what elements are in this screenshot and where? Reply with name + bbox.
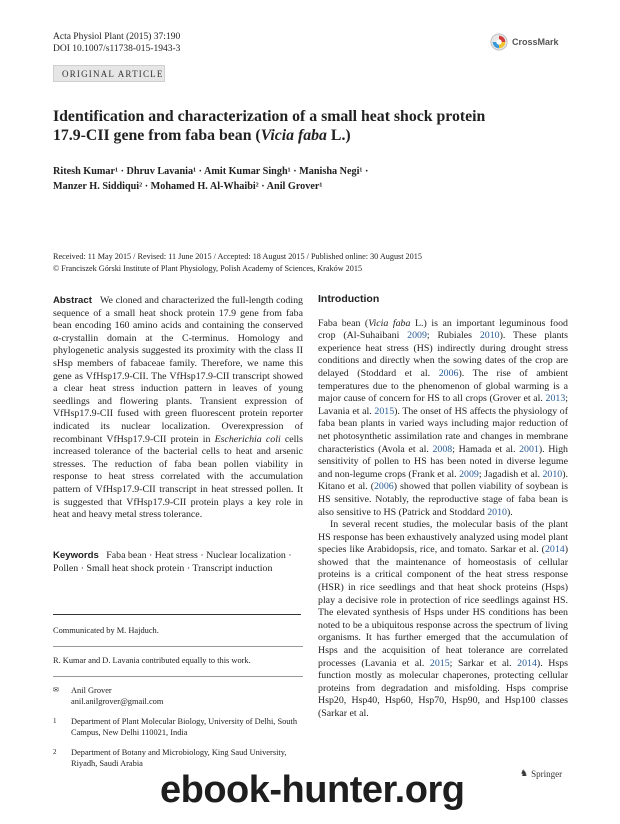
note-divider <box>53 646 303 647</box>
citation-link[interactable]: 2008 <box>432 443 453 455</box>
introduction-heading: Introduction <box>318 293 380 305</box>
abstract-section <box>53 295 303 522</box>
keywords-label: Keywords <box>53 550 99 561</box>
authors-line-1: Ritesh Kumar¹ · Dhruv Lavania¹ · Amit Kumar Singh¹ · Manisha Negi¹ · <box>53 166 369 177</box>
envelope-icon: ✉ <box>53 686 59 694</box>
citation-link[interactable]: 2009 <box>407 330 427 342</box>
article-type-badge: ORIGINAL ARTICLE <box>53 65 165 82</box>
citation-link[interactable]: 2010 <box>479 330 500 342</box>
equal-contribution-note: R. Kumar and D. Lavania contributed equally to this work. <box>53 656 251 665</box>
citation-link[interactable]: 2001 <box>519 443 539 455</box>
crossmark-icon <box>490 33 508 51</box>
title-line-2: 17.9-CII gene from faba bean (Vicia faba L.) <box>53 127 351 144</box>
title-line-1: Identification and characterization of a small heat shock protein <box>53 108 486 125</box>
abstract-text: Abstract We cloned and characterized the full-length coding sequence of a small heat shock protein 17.9 gene from faba bean encoding 160 amino acids and containing the conserved α-crystallin domain at the C-terminus. Homology and phylogenetic analysis suggested its proximity with the class II sHsp members of fabaceae family. Therefore, we name this gene as VfHsp17.9-CII. The VfHsp17.9-CII transcript showed a clear heat stress induction pattern in leaves of young seedlings and flowering plants. Transient expression of VfHsp17.9-CII fused with green fluorescent protein reporter indicated its nuclear localization. Overexpression of recombinant VfHsp17.9-CII protein in Escherichia coli cells increased tolerance of the bacterial cells to heat and arsenic stresses. The reduction of faba bean pollen viability in response to heat stress correlated with the accumulation pattern of VfHsp17.9-CII transcript in heat stressed pollen. It is suggested that VfHsp17.9-CII protein plays a key role in heat and heavy metal stress tolerance. <box>53 295 303 521</box>
corresponding-email[interactable]: anil.anilgrover@gmail.com <box>71 697 164 706</box>
journal-meta <box>53 31 180 55</box>
publication-dates <box>53 251 593 274</box>
corresponding-author <box>53 685 303 707</box>
introduction-section <box>318 293 568 721</box>
citation-link[interactable]: 2015 <box>374 405 395 417</box>
intro-paragraph-2: In several recent studies, the molecular basis of the plant HS response has been exhaustively analyzed using model plant species like Arabidopsis, rice, and tomato. Sarkar et al. (2014) showed that the maintenance of homeostasis of cellular proteins is a critical component of the heat stress response (HSR) in rice seedlings and that heat shock proteins (Hsps) play a decisive role in protection of rice seedlings against HS. The elevated synthesis of Hsps under HS conditions has been noted to be a ubiquitous response across the spectrum of living organisms. It has further emerged that the accumulation of Hsps and the acquisition of heat tolerance are correlated processes (Lavania et al. 2015; Sarkar et al. 2014). Hsps function mostly as molecular chaperones, protecting cellular proteins from degradation and misfolding. Hsps comprise Hsp20, Hsp40, Hsp60, Hsp70, Hsp90, and Hsp100 classes (Sarkar et al. <box>318 519 568 719</box>
citation-link[interactable]: 2014 <box>544 544 565 556</box>
citation-link[interactable]: 2010 <box>542 468 563 480</box>
footnotes <box>53 625 303 769</box>
keywords-section <box>53 550 303 575</box>
communicated-note: Communicated by M. Hajduch. <box>53 626 159 635</box>
doi-line: DOI 10.1007/s11738-015-1943-3 <box>53 44 181 54</box>
corresponding-name: Anil Grover <box>71 686 112 695</box>
crossmark-badge[interactable] <box>490 33 559 51</box>
copyright-line: © Franciszek Górski Institute of Plant Physiology, Polish Academy of Sciences, Kraków 2015 <box>53 263 363 273</box>
dates-line: Received: 11 May 2015 / Revised: 11 June 2015 / Accepted: 18 August 2015 / Published online: 30 August 2015 <box>53 252 422 261</box>
author-list <box>53 164 573 194</box>
keywords-text: Faba bean · Heat stress · Nuclear localization · Pollen · Small heat shock protein · Transcript induction <box>53 550 292 574</box>
intro-paragraph-1: Faba bean (Vicia faba L.) is an important leguminous food crop (Al-Suhaibani 2009; Rubiales 2010). These plants experience heat stress (HS) indirectly during drought stress conditions and directly when the sowing dates of the crop are delayed (Stoddard et al. 2006). The rise of ambient temperatures due to the phenomenon of global warming is a major cause of concern for HS to all crops (Grover et al. 2013; Lavania et al. 2015). The onset of HS affects the physiology of faba bean plants in varied ways including major reduction of net photosynthetic assimilation rate and changes in membrane characteristics (Avola et al. 2008; Hamada et al. 2001). High sensitivity of pollen to HS has been noted in diverse legume and non-legume crops (Frank et al. 2009; Jagadish et al. 2010). Kitano et al. (2006) showed that pollen viability of soybean is HS sensitive. Notably, the reproductive stage of faba bean is also sensitive to HS (Patrick and Stoddard 2010). <box>318 317 568 518</box>
springer-horse-icon: ♞ <box>520 768 529 778</box>
abstract-label: Abstract <box>53 295 92 306</box>
citation-link[interactable]: 2006 <box>373 481 394 493</box>
citation-link[interactable]: 2009 <box>459 468 479 480</box>
affiliation-1: 1 Department of Plant Molecular Biology, University of Delhi, South Campus, New Delhi 110021, India <box>53 717 298 737</box>
note-divider <box>53 676 303 677</box>
citation-link[interactable]: 2013 <box>545 393 566 405</box>
citation-link[interactable]: 2006 <box>438 367 459 379</box>
paper-title <box>53 107 573 145</box>
springer-logo: ♞ Springer <box>520 768 563 779</box>
journal-line: Acta Physiol Plant (2015) 37:190 <box>53 32 181 42</box>
footnote-divider <box>53 614 301 615</box>
watermark: ebook-hunter.org <box>160 769 465 811</box>
affiliation-2: 2 Department of Botany and Microbiology, King Saud University, Riyadh, Saudi Arabia <box>53 748 287 768</box>
citation-link[interactable]: 2010 <box>487 506 507 518</box>
citation-link[interactable]: 2014 <box>517 657 537 669</box>
crossmark-label: CrossMark <box>512 37 559 47</box>
citation-link[interactable]: 2015 <box>429 657 450 669</box>
authors-line-2: Manzer H. Siddiqui² · Mohamed H. Al-Whaibi² · Anil Grover¹ <box>53 181 323 193</box>
